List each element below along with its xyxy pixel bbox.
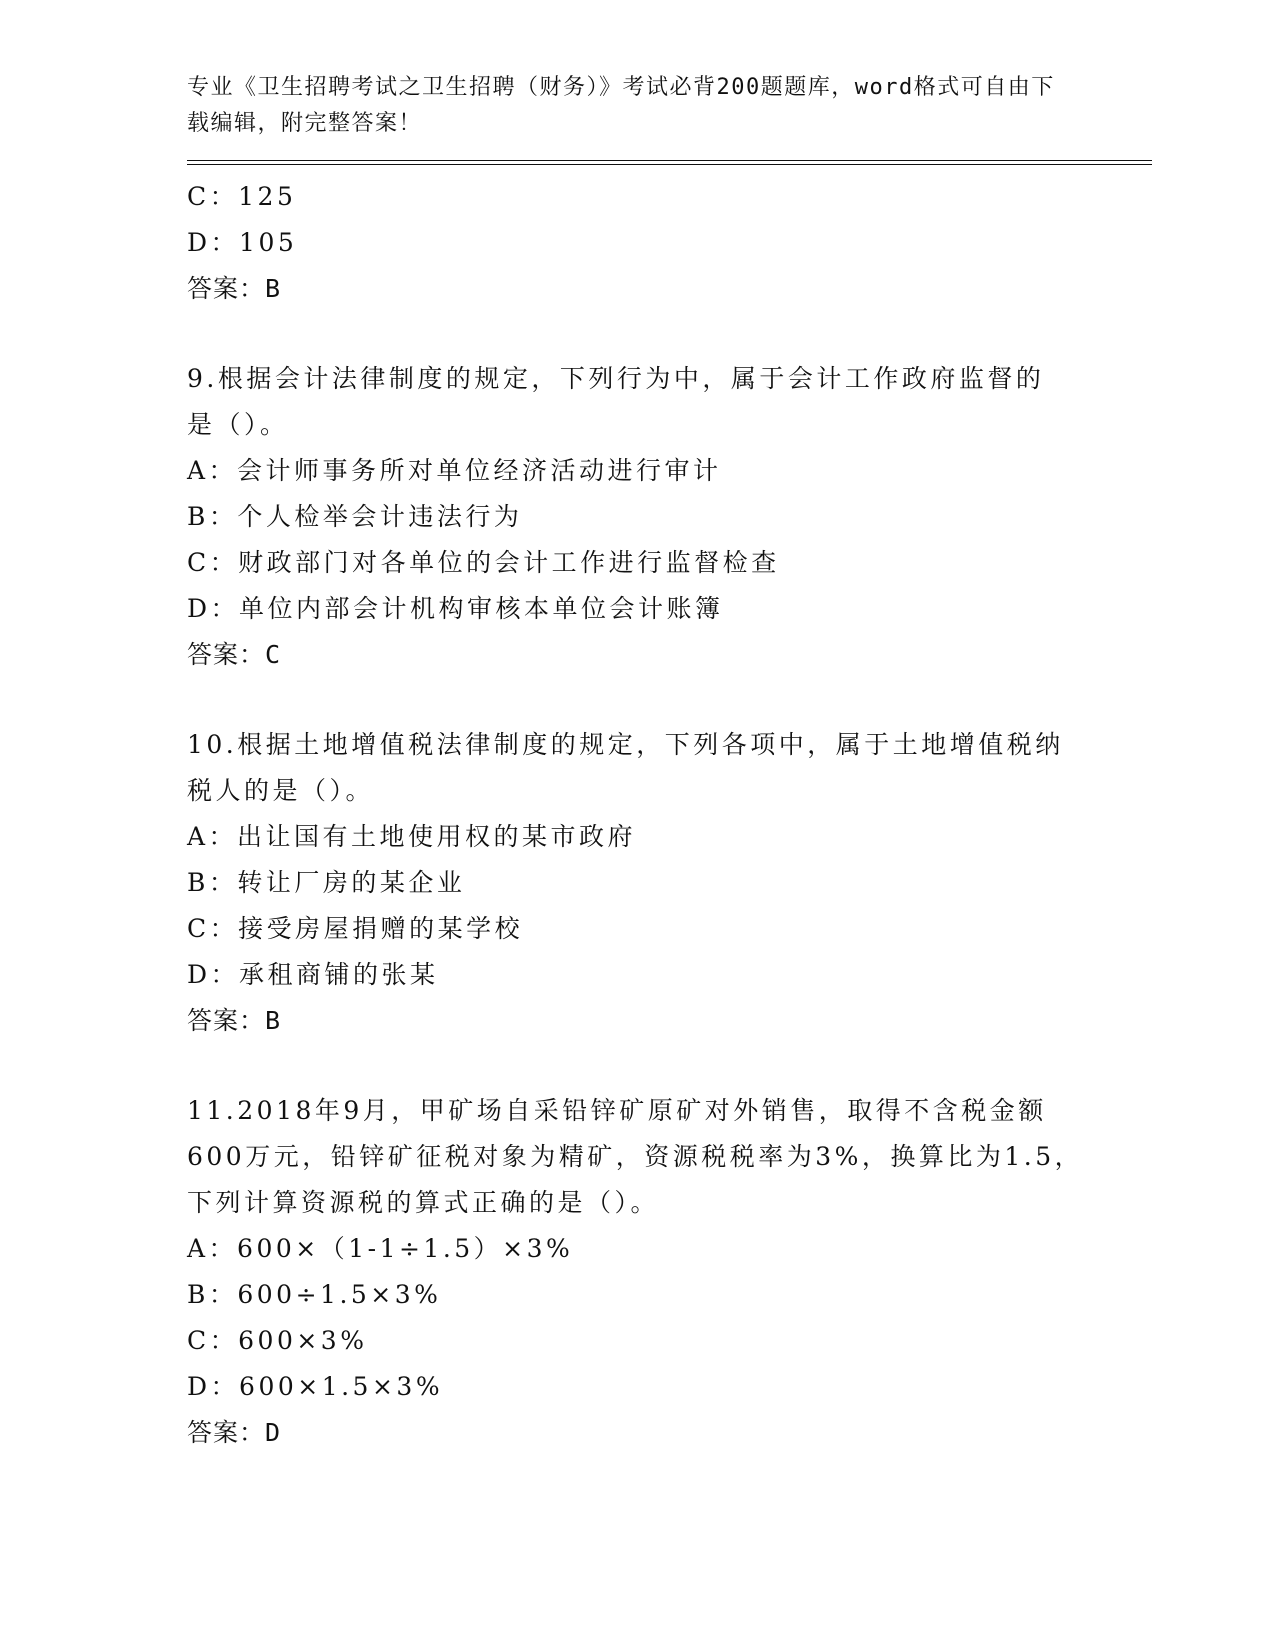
- header-divider: [187, 160, 1152, 166]
- option-a: A：600×（1-1÷1.5）×3%: [187, 1234, 574, 1263]
- option-b: B：转让厂房的某企业: [187, 868, 466, 897]
- question-9: [187, 356, 1152, 678]
- option-b: B：600÷1.5×3%: [187, 1280, 442, 1309]
- option-c: C：125: [187, 182, 297, 211]
- option-d: D：承租商铺的张某: [187, 960, 439, 989]
- spacer: [187, 312, 1152, 356]
- prev-question-tail: [187, 174, 1152, 312]
- spacer: [187, 1044, 1152, 1088]
- answer-line: 答案：D: [187, 1418, 282, 1447]
- option-d: D：单位内部会计机构审核本单位会计账簿: [187, 594, 724, 623]
- answer-line: 答案：C: [187, 640, 282, 669]
- answer-line: 答案：B: [187, 274, 282, 303]
- answer-line: 答案：B: [187, 1006, 282, 1035]
- divider-line-bottom: [187, 164, 1152, 165]
- option-c: C：600×3%: [187, 1326, 368, 1355]
- option-d: D：105: [187, 228, 298, 257]
- option-d: D：600×1.5×3%: [187, 1372, 444, 1401]
- spacer: [187, 678, 1152, 722]
- option-c: C：接受房屋捐赠的某学校: [187, 914, 524, 943]
- question-11: [187, 1088, 1152, 1456]
- option-c: C：财政部门对各单位的会计工作进行监督检查: [187, 548, 780, 577]
- question-stem-line: 下列计算资源税的算式正确的是（）。: [187, 1188, 660, 1217]
- option-b: B：个人检举会计违法行为: [187, 502, 523, 531]
- option-a: A：会计师事务所对单位经济活动进行审计: [187, 456, 722, 485]
- question-stem-line: 税人的是（）。: [187, 776, 375, 805]
- question-stem-line: 11.2018年9月，甲矿场自采铅锌矿原矿对外销售，取得不含税金额: [187, 1096, 1047, 1125]
- document-page: [187, 70, 1152, 1456]
- document-header: 专业《卫生招聘考试之卫生招聘（财务）》考试必背200题题库，word格式可自由下载编辑，附完整答案！: [187, 75, 1055, 136]
- divider-line-top: [187, 160, 1152, 161]
- option-a: A：出让国有土地使用权的某市政府: [187, 822, 637, 851]
- question-stem-line: 10.根据土地增值税法律制度的规定，下列各项中，属于土地增值税纳: [187, 730, 1064, 759]
- question-stem-line: 600万元，铅锌矿征税对象为精矿，资源税税率为3%，换算比为1.5，: [187, 1142, 1084, 1171]
- question-10: [187, 722, 1152, 1044]
- question-stem-line: 是（）。: [187, 410, 289, 439]
- question-stem-line: 9.根据会计法律制度的规定，下列行为中，属于会计工作政府监督的: [187, 364, 1045, 393]
